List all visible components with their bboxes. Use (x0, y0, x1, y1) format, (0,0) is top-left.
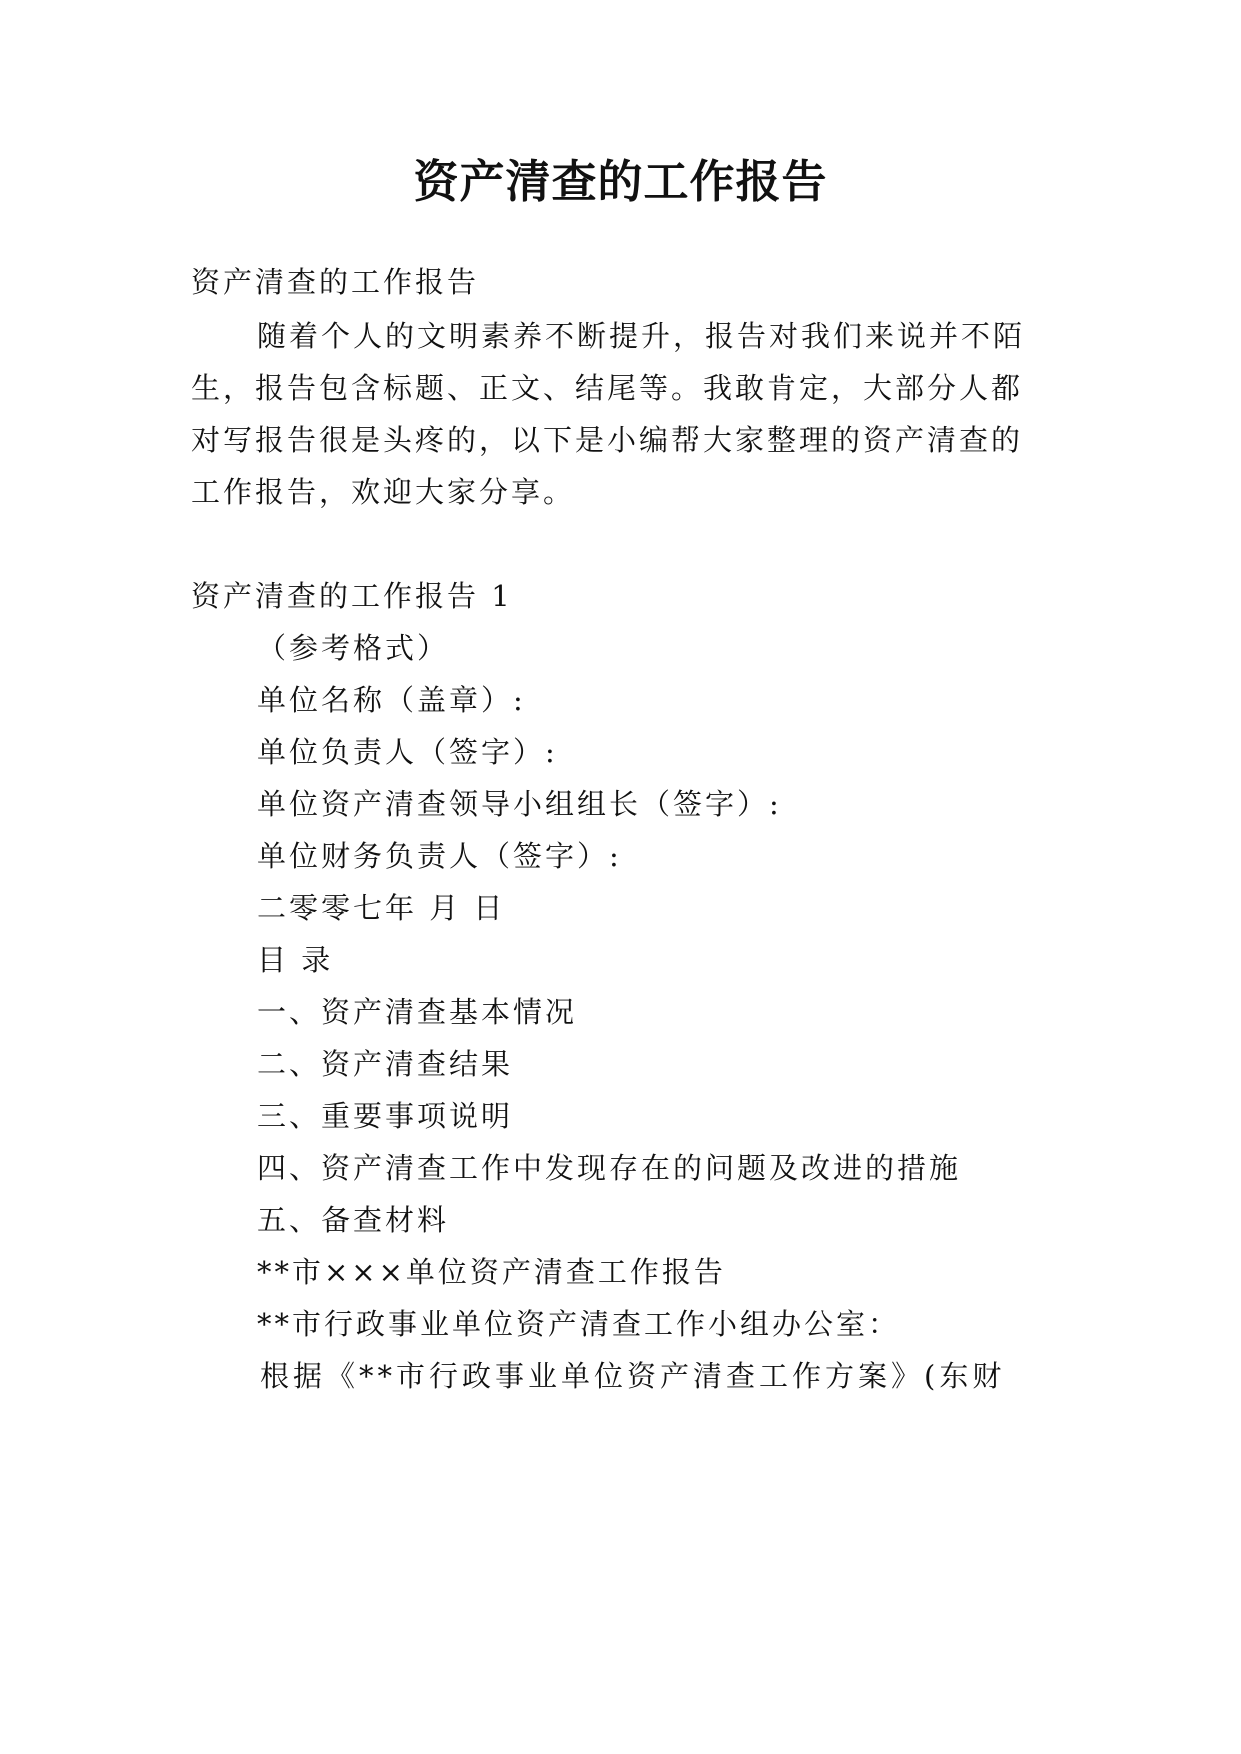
intro-line: 工作报告，欢迎大家分享。 (191, 475, 576, 509)
toc-item: 一、资产清查基本情况 (257, 995, 578, 1029)
toc-heading: 目 录 (257, 943, 334, 977)
section-heading: 资产清查的工作报告 1 (191, 579, 513, 613)
document-subtitle: 资产清查的工作报告 (191, 265, 480, 299)
body-line: 单位负责人（签字）: (257, 735, 558, 769)
toc-item: 四、资产清查工作中发现存在的问题及改进的措施 (257, 1151, 962, 1185)
body-line: **市×××单位资产清查工作报告 (257, 1255, 726, 1289)
document-title: 资产清查的工作报告 (413, 155, 828, 208)
intro-line: 随着个人的文明素养不断提升，报告对我们来说并不陌 (257, 319, 1026, 353)
intro-line: 生，报告包含标题、正文、结尾等。我敢肯定，大部分人都 (191, 371, 1024, 405)
body-line: （参考格式） (257, 631, 450, 665)
toc-item: 五、备查材料 (257, 1203, 450, 1237)
intro-line: 对写报告很是头疼的，以下是小编帮大家整理的资产清查的 (191, 423, 1024, 457)
body-line: **市行政事业单位资产清查工作小组办公室： (257, 1307, 901, 1341)
closing-line: 根据《**市行政事业单位资产清查工作方案》(东财 (260, 1359, 1006, 1393)
body-line: 二零零七年 月 日 (257, 891, 506, 925)
body-line: 单位资产清查领导小组组长（签字）: (257, 787, 782, 821)
body-line: 单位财务负责人（签字）: (257, 839, 622, 873)
toc-item: 三、重要事项说明 (257, 1099, 514, 1133)
toc-item: 二、资产清查结果 (257, 1047, 514, 1081)
body-line: 单位名称（盖章）: (257, 683, 526, 717)
